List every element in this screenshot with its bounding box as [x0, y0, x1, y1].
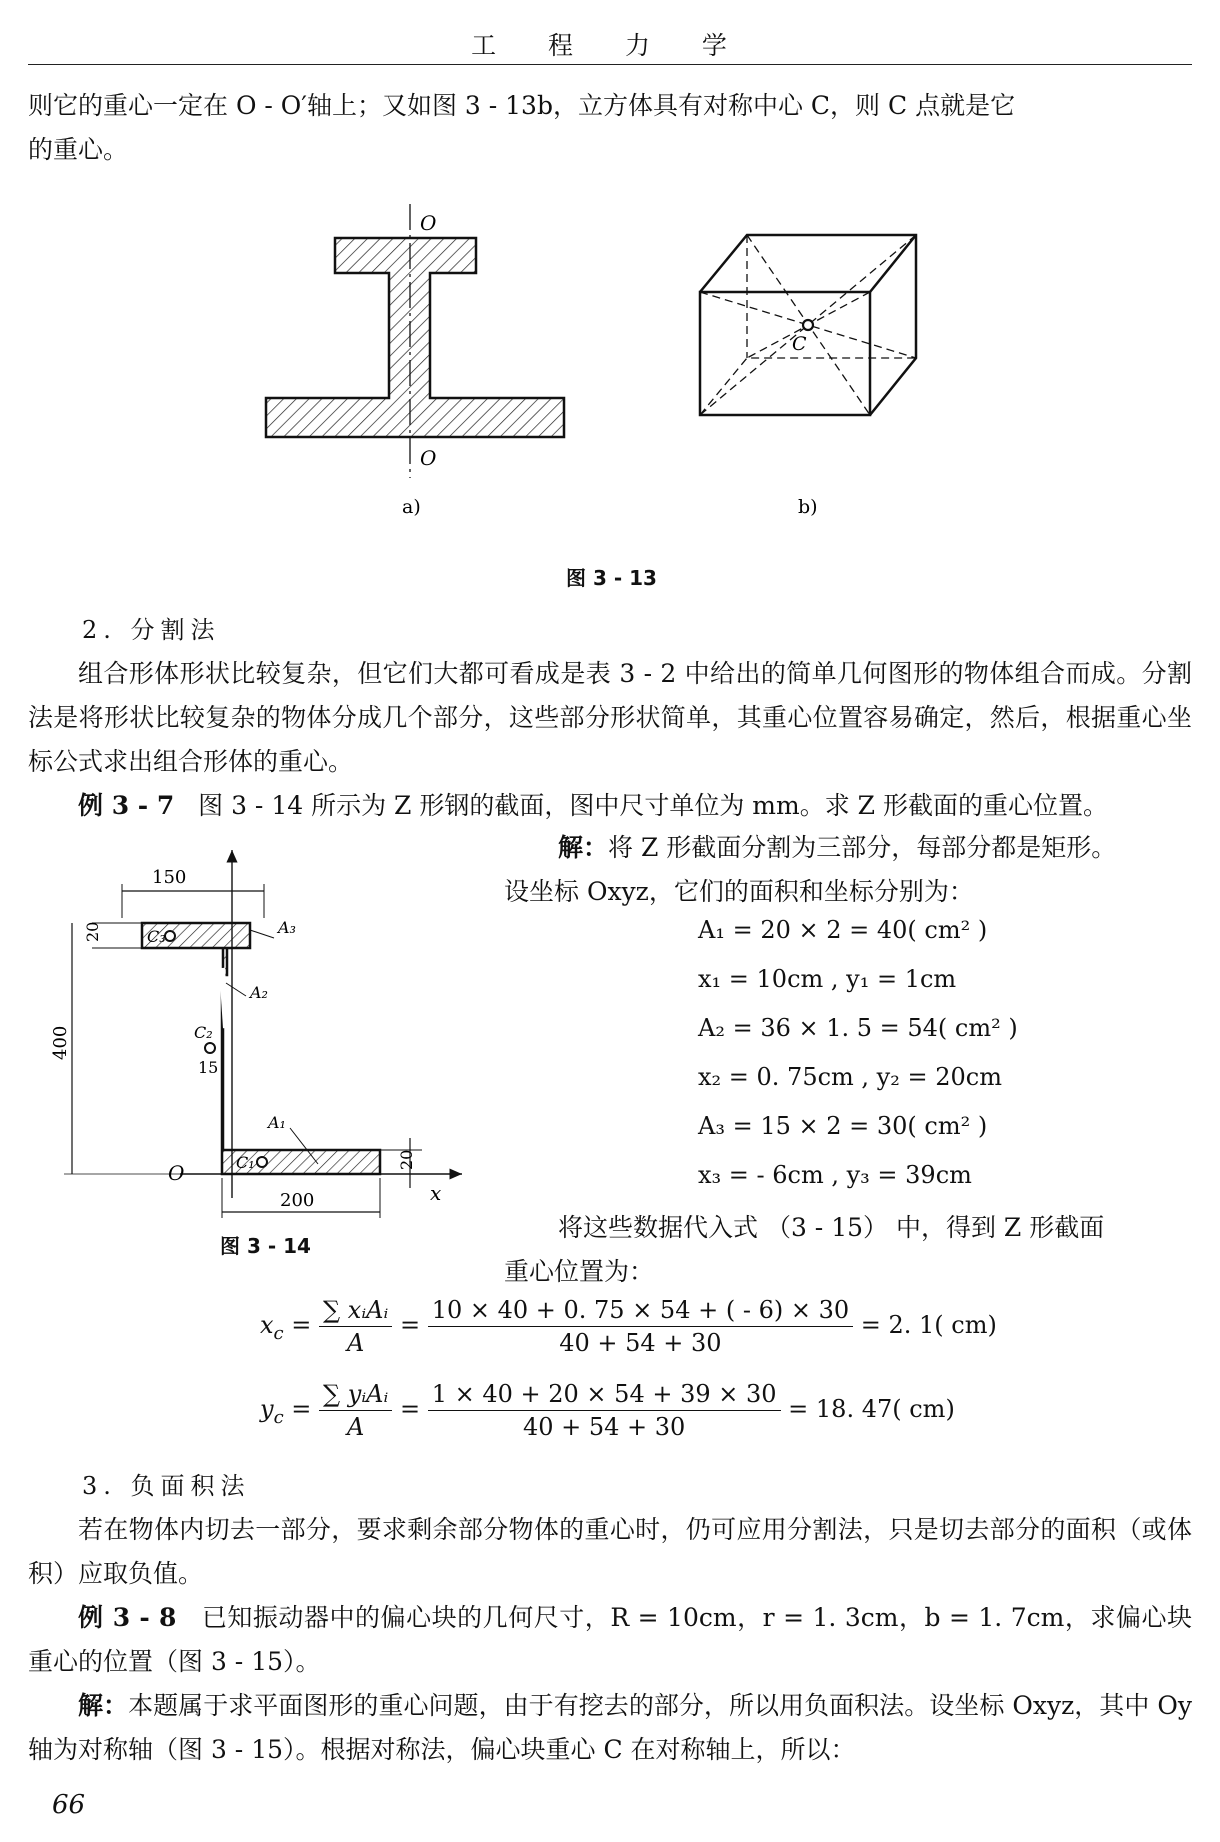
example-3-8-solution-text: 本题属于求平面图形的重心问题，由于有挖去的部分，所以用负面积法。设坐标 Oxyz，其中 Oy 轴为对称轴（图 3 - 15）。根据对称法，偏心块重心 C 在对称轴上，所以： [28, 1691, 1192, 1764]
equation-x3y3: x₃ = - 6cm , y₃ = 39cm [698, 1161, 972, 1189]
yc-fraction-2: $\frac{1 \times 40 + 20 \times 54 + 39 \times 30}{40 + 54 + 30}$ [428, 1380, 781, 1441]
example-3-8-statement [28, 1596, 1192, 1684]
label-o: O [168, 1161, 185, 1185]
z-section-shape [142, 923, 380, 1174]
formula-xc: $x_c$ = $\frac{\text{∑ xᵢAᵢ}}{A}$ = $\frac{10 \times 40 + 0. 75 \times 54 + ( - 6) \times 30}{40 + 54 + 30}$ = 2. 1( cm) [260, 1296, 997, 1357]
solution-line-1: 将 Z 形截面分割为三部分，每部分都是矩形。 [608, 833, 1117, 862]
section-2-body: 组合形体形状比较复杂，但它们大都可看成是表 3 - 2 中给出的简单几何图形的物体组合而成。分割法是将形状比较复杂的物体分成几个部分，这些部分形状简单，其重心位置容易确定，然后，根据重心坐标公式求出组合形体的重心。 [28, 659, 1192, 776]
section-2-title: 2. 分割法 [82, 616, 221, 644]
dim-200: 200 [280, 1190, 315, 1211]
example-3-7-text: 图 3 - 14 所示为 Z 形钢的截面，图中尺寸单位为 mm。求 Z 形截面的重心位置。 [198, 791, 1108, 820]
equation-list [698, 916, 1018, 1210]
page-number: 66 [52, 1790, 86, 1820]
dim-20-right: 20 [397, 1149, 416, 1170]
example-3-7-statement [28, 784, 1192, 828]
example-3-7-after [504, 1206, 1192, 1294]
header-rule [28, 64, 1192, 65]
dim-20-top: 20 [83, 921, 102, 942]
yc-symbol: y [260, 1395, 274, 1423]
example-3-8-text: 已知振动器中的偏心块的几何尺寸，R = 10cm，r = 1. 3cm，b = 1. 7cm，求偏心块重心的位置（图 3 - 15）。 [28, 1603, 1192, 1676]
i-section-shape [266, 238, 564, 437]
example-3-8-label: 例 3 - 8 [78, 1603, 177, 1632]
label-a1: A₁ [268, 1113, 286, 1132]
section-3-title: 3. 负面积法 [82, 1472, 251, 1500]
center-point-c [803, 320, 813, 330]
example-3-8-solution [28, 1684, 1192, 1772]
xc-fraction-2: $\frac{10 \times 40 + 0. 75 \times 54 + ( - 6) \times 30}{40 + 54 + 30}$ [428, 1296, 853, 1357]
yc-result: = 18. 47( cm) [788, 1395, 955, 1423]
label-c1: C₁ [236, 1153, 255, 1172]
label-c3: C₃ [147, 927, 166, 946]
xc-result: = 2. 1( cm) [860, 1311, 997, 1339]
dim-15: 15 [198, 1058, 219, 1077]
web-break [222, 968, 226, 1028]
label-o-bottom: O [420, 446, 437, 470]
label-a2: A₂ [250, 983, 268, 1002]
figure-3-14 [50, 838, 490, 1228]
dim-400: 400 [50, 1025, 71, 1060]
solution-line-2: 设坐标 Oxyz，它们的面积和坐标分别为： [504, 877, 974, 906]
yc-fraction-1: $\frac{\text{∑ yᵢAᵢ}}{A}$ [319, 1380, 392, 1441]
dim-150: 150 [152, 867, 187, 888]
xc-fraction-1: $\frac{\text{∑ xᵢAᵢ}}{A}$ [319, 1296, 392, 1357]
xc-symbol: x [260, 1311, 274, 1339]
figure-3-13 [250, 190, 970, 530]
centroid-c1 [257, 1157, 267, 1167]
label-a3: A₃ [278, 918, 296, 937]
xc-subscript: c [273, 1322, 284, 1344]
intro-line-2: 的重心。 [28, 135, 129, 164]
caption-figure-3-13: 图 3 - 13 [566, 566, 657, 590]
label-o-top: O [420, 211, 437, 235]
after-line-1: 将这些数据代入式 （3 - 15） 中，得到 Z 形截面 [558, 1213, 1105, 1242]
formula-yc: $y_c$ = $\frac{\text{∑ yᵢAᵢ}}{A}$ = $\frac{1 \times 40 + 20 \times 54 + 39 \times 30}{40 + 54 + 30}$ = 18. 47( cm) [260, 1380, 955, 1441]
label-c2: C₂ [194, 1023, 213, 1042]
equation-x2y2: x₂ = 0. 75cm , y₂ = 20cm [698, 1063, 1002, 1091]
solution-label-3-8: 解： [78, 1691, 129, 1720]
example-3-7-label: 例 3 - 7 [78, 791, 175, 820]
label-x: x [430, 1181, 442, 1205]
subcaption-a: a) [402, 496, 421, 518]
running-header: 工 程 力 学 [471, 31, 749, 60]
example-3-7-solution-intro [504, 826, 1192, 914]
equation-a3: A₃ = 15 × 2 = 30( cm² ) [698, 1112, 988, 1140]
equation-a2: A₂ = 36 × 1. 5 = 54( cm² ) [698, 1014, 1018, 1042]
label-c: C [792, 333, 807, 355]
caption-figure-3-14: 图 3 - 14 [220, 1234, 311, 1258]
centroid-c2 [205, 1043, 215, 1053]
yc-subscript: c [273, 1406, 284, 1428]
equation-a1: A₁ = 20 × 2 = 40( cm² ) [698, 916, 988, 944]
after-line-2: 重心位置为： [504, 1257, 655, 1286]
equation-x1y1: x₁ = 10cm , y₁ = 1cm [698, 965, 957, 993]
intro-paragraph [28, 84, 1192, 172]
subcaption-b: b) [798, 496, 818, 518]
solution-label-3-7: 解： [558, 833, 609, 862]
section-3-body: 若在物体内切去一部分，要求剩余部分物体的重心时，仍可应用分割法，只是切去部分的面积（或体积）应取负值。 [28, 1515, 1192, 1588]
intro-line-1: 则它的重心一定在 O - O′轴上；又如图 3 - 13b，立方体具有对称中心 C，则 C 点就是它 [28, 91, 1016, 120]
centroid-c3 [165, 931, 175, 941]
